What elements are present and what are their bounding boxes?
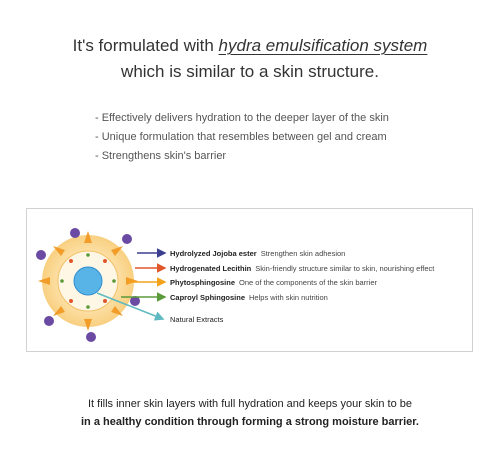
ingredient-diagram (26, 208, 473, 352)
ingredient-row (170, 278, 377, 287)
headline-line-1 (0, 34, 500, 58)
ingredient-row (170, 293, 328, 302)
footer-line-2: in a healthy condition through forming a strong moisture barrier. (81, 416, 419, 428)
ingredient-desc: Skin-friendly structure similar to skin, nourishing effect (255, 264, 435, 273)
ingredient-row (170, 315, 223, 324)
feature-item: - Strengthens skin's barrier (95, 150, 227, 162)
feature-list (95, 109, 389, 166)
ingredient-name: Natural Extracts (170, 315, 224, 324)
headline-line-2: which is similar to a skin structure. (121, 62, 379, 81)
ingredient-name: Hydrogenated Lecithin (170, 264, 252, 273)
headline-emphasis: hydra emulsification system (218, 36, 428, 55)
ingredient-desc: Helps with skin nutrition (249, 293, 328, 302)
footer-line-1: It fills inner skin layers with full hydration and keeps your skin to be (87, 398, 413, 410)
ingredient-row (170, 249, 345, 258)
ingredient-name: Caproyl Sphingosine (170, 293, 246, 302)
emulsion-core (74, 267, 102, 295)
ingredient-name: Phytosphingosine (170, 278, 236, 287)
feature-item: - Effectively delivers hydration to the deeper layer of the skin (95, 112, 389, 124)
ingredient-desc: One of the components of the skin barrier (239, 278, 378, 287)
feature-item: - Unique formulation that resembles between gel and cream (95, 131, 387, 143)
headline-prefix: It's formulated with (72, 36, 219, 55)
ingredient-name: Hydrolyzed Jojoba ester (170, 249, 257, 258)
ingredient-row (170, 264, 434, 273)
ingredient-desc: Strengthen skin adhesion (260, 249, 346, 258)
